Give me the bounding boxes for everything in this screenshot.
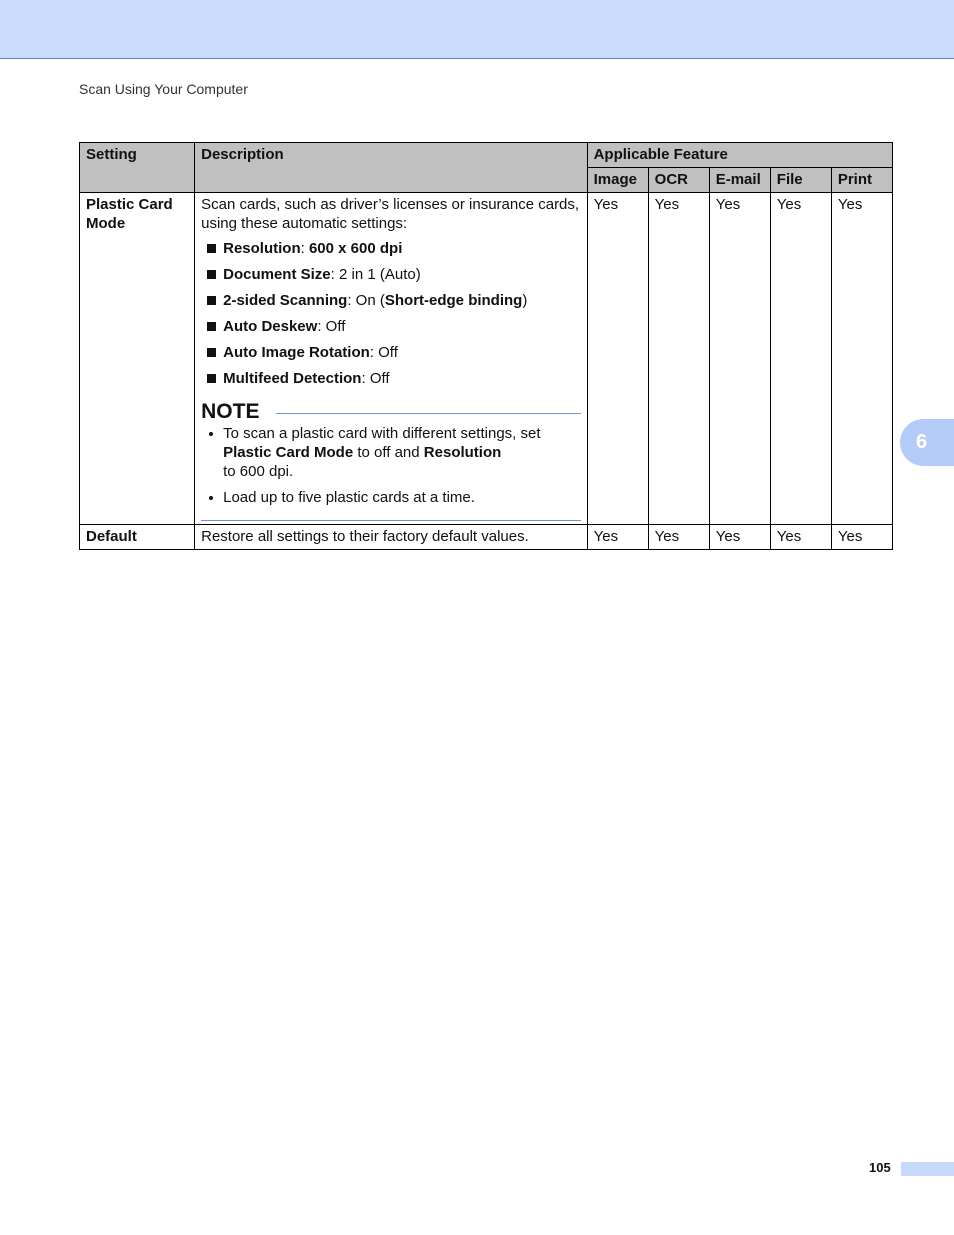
description-intro: Scan cards, such as driver’s licenses or insurance cards, using these automatic settings: — [201, 196, 580, 232]
square-bullet-icon — [207, 244, 216, 253]
note-heading — [201, 400, 580, 424]
square-bullet-icon — [207, 322, 216, 331]
note-text: to off and — [353, 444, 424, 461]
feature-ocr-cell: Yes — [648, 193, 709, 525]
bullet-value: Off — [378, 344, 398, 361]
bullet-label: Document Size — [223, 266, 331, 283]
running-header-title: Scan Using Your Computer — [79, 81, 248, 97]
bullet-separator: : — [300, 240, 309, 257]
bullet-tail: ) — [522, 292, 528, 309]
bullet-value: Off — [369, 370, 390, 387]
dot-bullet-icon — [209, 432, 213, 436]
header-feature-file: File — [770, 168, 831, 193]
bullet-separator: : — [347, 292, 356, 309]
bullet-label: Auto Deskew — [223, 318, 318, 335]
feature-email-cell: Yes — [709, 193, 770, 525]
setting-name-line2: Mode — [86, 215, 126, 232]
page-number: 105 — [869, 1160, 891, 1175]
bullet-label: 2-sided Scanning — [223, 292, 348, 309]
dot-bullet-icon — [209, 496, 213, 500]
settings-bullet-list — [201, 239, 580, 388]
bullet-value: 2 in 1 (Auto) — [339, 266, 421, 283]
settings-table — [79, 142, 893, 550]
header-description: Description — [195, 143, 587, 193]
note-title: NOTE — [201, 400, 260, 423]
list-item — [201, 369, 580, 388]
note-text: To scan a plastic card with different settings, set — [223, 425, 541, 442]
bullet-separator: : — [330, 266, 339, 283]
table-row — [80, 193, 893, 525]
note-box — [201, 400, 580, 521]
description-cell: Restore all settings to their factory default values. — [195, 525, 587, 550]
bullet-label: Multifeed Detection — [223, 370, 362, 387]
feature-print-cell: Yes — [831, 193, 892, 525]
feature-print-cell: Yes — [831, 525, 892, 550]
setting-cell: Default — [80, 525, 195, 550]
bullet-label: Auto Image Rotation — [223, 344, 370, 361]
note-rule-divider — [276, 413, 580, 414]
square-bullet-icon — [207, 348, 216, 357]
list-item — [201, 343, 580, 362]
footer-accent-bar — [901, 1162, 954, 1176]
bullet-separator: : — [317, 318, 326, 335]
header-feature-image: Image — [587, 168, 648, 193]
table-header-row — [80, 143, 893, 168]
chapter-number: 6 — [916, 431, 928, 453]
chapter-tab — [900, 419, 954, 466]
header-feature-email: E-mail — [709, 168, 770, 193]
list-item — [201, 424, 543, 481]
feature-image-cell: Yes — [587, 525, 648, 550]
note-list — [201, 424, 580, 507]
feature-email-cell: Yes — [709, 525, 770, 550]
square-bullet-icon — [207, 374, 216, 383]
bullet-separator: : — [369, 344, 379, 361]
top-header-band — [0, 0, 954, 59]
feature-image-cell: Yes — [587, 193, 648, 525]
square-bullet-icon — [207, 270, 216, 279]
bullet-value: On ( — [355, 292, 385, 309]
square-bullet-icon — [207, 296, 216, 305]
bullet-label: Resolution — [223, 240, 301, 257]
header-setting: Setting — [80, 143, 195, 193]
setting-name-line1: Plastic Card — [86, 196, 173, 213]
note-text-bold: Resolution — [423, 444, 502, 461]
list-item — [201, 317, 580, 336]
note-text-bold: Plastic Card Mode — [223, 444, 354, 461]
setting-cell — [80, 193, 195, 525]
bullet-value: Off — [325, 318, 346, 335]
table-row — [80, 525, 893, 550]
list-item — [201, 488, 580, 507]
note-text: Load up to five plastic cards at a time. — [223, 489, 475, 506]
feature-file-cell: Yes — [770, 193, 831, 525]
list-item — [201, 265, 580, 284]
header-feature-ocr: OCR — [648, 168, 709, 193]
header-applicable-feature: Applicable Feature — [587, 143, 892, 168]
description-cell — [195, 193, 587, 525]
bullet-value: 600 x 600 dpi — [308, 240, 403, 257]
header-feature-print: Print — [831, 168, 892, 193]
bullet-separator: : — [361, 370, 370, 387]
list-item — [201, 239, 580, 258]
bullet-value-bold: Short-edge binding — [384, 292, 523, 309]
list-item — [201, 291, 580, 310]
feature-file-cell: Yes — [770, 525, 831, 550]
note-text: to 600 dpi. — [223, 463, 294, 480]
feature-ocr-cell: Yes — [648, 525, 709, 550]
